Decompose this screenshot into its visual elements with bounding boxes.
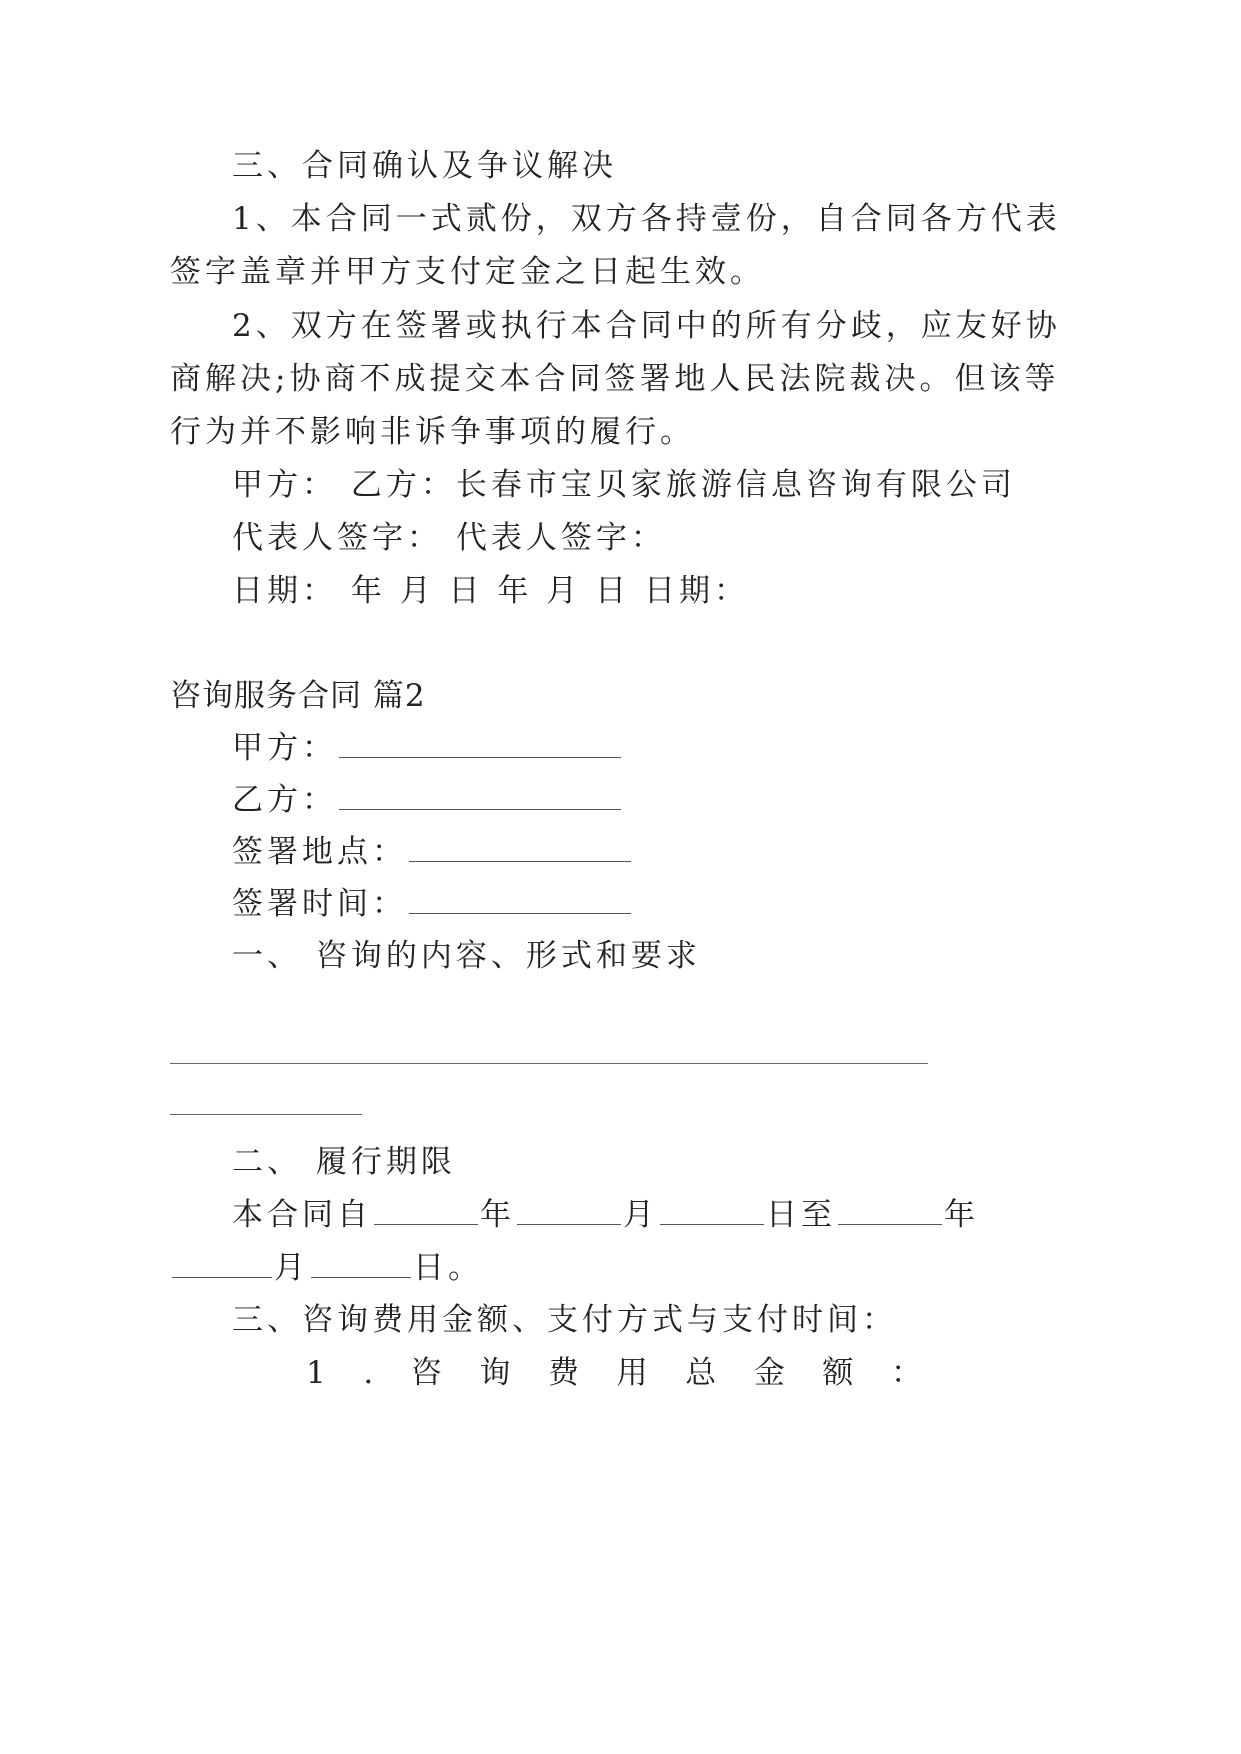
fee-total-line bbox=[306, 1353, 922, 1393]
clause-1-line-2: 签字盖章并甲方支付定金之日起生效。 bbox=[170, 254, 765, 290]
end-year-blank bbox=[838, 1198, 942, 1225]
signing-place-label: 签署地点： bbox=[232, 834, 407, 870]
party-b-blank bbox=[339, 783, 621, 810]
party-a-blank bbox=[339, 731, 621, 758]
fee-char: 1 bbox=[306, 1355, 326, 1391]
fee-char: 额 bbox=[822, 1355, 854, 1391]
signing-place-field bbox=[232, 832, 633, 872]
content-blank-line-2 bbox=[170, 1114, 362, 1115]
signature-line: 代表人签字： 代表人签字： bbox=[232, 520, 666, 556]
section-heading-fees: 三、咨询费用金额、支付方式与支付时间： bbox=[232, 1302, 897, 1338]
party-a-label: 甲方： bbox=[232, 730, 337, 766]
content-blank-line-1 bbox=[170, 1063, 928, 1064]
term-line-2 bbox=[170, 1248, 483, 1288]
end-day-blank bbox=[311, 1251, 411, 1278]
party-line: 甲方： 乙方：长春市宝贝家旅游信息咨询有限公司 bbox=[232, 467, 1016, 503]
start-month-blank bbox=[517, 1198, 621, 1225]
clause-1-line-1: 1、本合同一式贰份，双方各持壹份，自合同各方代表 bbox=[232, 201, 1061, 237]
fee-char: . bbox=[363, 1355, 374, 1391]
fee-char: 费 bbox=[547, 1355, 579, 1391]
clause-2-line-3: 行为并不影响非诉争事项的履行。 bbox=[170, 414, 695, 450]
start-month-label: 月 bbox=[623, 1197, 658, 1233]
end-month-label: 月 bbox=[274, 1250, 309, 1286]
start-day-blank bbox=[660, 1198, 764, 1225]
fee-char: 咨 bbox=[410, 1355, 442, 1391]
fee-char: 询 bbox=[479, 1355, 511, 1391]
clause-2-line-2: 商解决;协商不成提交本合同签署地人民法院裁决。但该等 bbox=[170, 361, 1060, 397]
term-prefix: 本合同自 bbox=[232, 1197, 372, 1233]
fee-char: 总 bbox=[685, 1355, 717, 1391]
day-to-label: 日至 bbox=[766, 1197, 836, 1233]
section-heading-contract-confirmation: 三、合同确认及争议解决 bbox=[232, 148, 617, 184]
signing-time-field bbox=[232, 884, 633, 924]
section-heading-consulting-content: 一、 咨询的内容、形式和要求 bbox=[232, 938, 701, 974]
clause-2-line-1: 2、双方在签署或执行本合同中的所有分歧，应友好协 bbox=[232, 308, 1061, 344]
document-title: 咨询服务合同 篇2 bbox=[170, 678, 426, 714]
signing-time-blank bbox=[409, 887, 631, 914]
start-year-label: 年 bbox=[480, 1197, 515, 1233]
end-month-blank bbox=[172, 1251, 272, 1278]
term-line-1 bbox=[232, 1195, 979, 1235]
party-b-label: 乙方： bbox=[232, 782, 337, 818]
section-heading-term: 二、 履行期限 bbox=[232, 1144, 456, 1180]
start-year-blank bbox=[374, 1198, 478, 1225]
party-a-field bbox=[232, 728, 623, 768]
date-line: 日期： 年 月 日 年 月 日 日期： bbox=[232, 573, 749, 609]
fee-char: 金 bbox=[753, 1355, 785, 1391]
party-b-field bbox=[232, 780, 623, 820]
signing-time-label: 签署时间： bbox=[232, 886, 407, 922]
end-day-label: 日。 bbox=[413, 1250, 483, 1286]
signing-place-blank bbox=[409, 835, 631, 862]
end-year-label: 年 bbox=[944, 1197, 979, 1233]
fee-char: 用 bbox=[616, 1355, 648, 1391]
fee-char: ： bbox=[890, 1355, 922, 1391]
